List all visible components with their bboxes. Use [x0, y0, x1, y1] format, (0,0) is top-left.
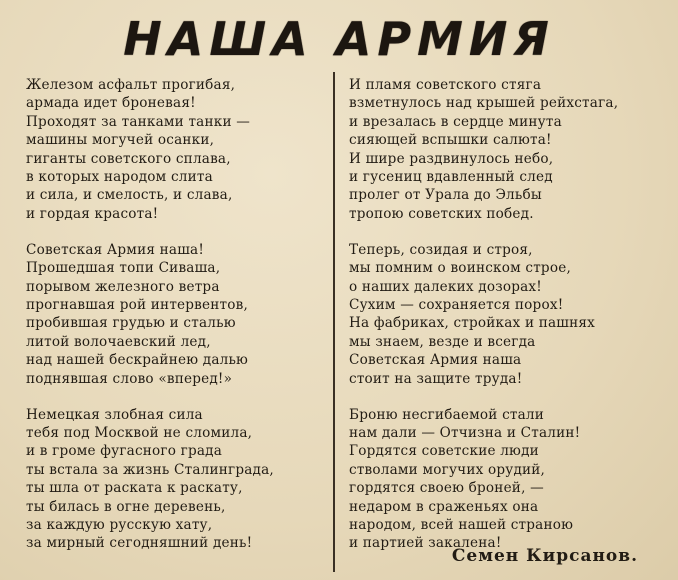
poem-line: и в громе фугасного града [26, 443, 223, 460]
poem-line: и врезалась в сердце минута [349, 113, 562, 130]
poem-line: пролег от Урала до Эльбы [349, 187, 542, 204]
poem-line: гордятся своею броней, — [349, 480, 544, 497]
stanza [349, 76, 645, 223]
stanza [26, 406, 316, 553]
poem-line: Броню несгибаемой стали [349, 406, 544, 423]
poem-line: Гордятся советские люди [349, 443, 539, 460]
poem-line: взметнулось над крышей рейхстага, [349, 95, 619, 112]
poem-line: стоит на защите труда! [349, 370, 523, 387]
poem-line: Железом асфальт прогибая, [26, 77, 236, 93]
poem-line: Немецкая злобная сила [26, 406, 203, 423]
poem-line: И шире раздвинулось небо, [349, 150, 554, 167]
left-column [26, 76, 316, 570]
poem-line: И пламя советского стяга [349, 77, 542, 93]
poem-line: мы помним о воинском строе, [349, 260, 571, 277]
poem-line: ты шла от раската к раскату, [26, 480, 243, 497]
poem-line: в которых народом слита [26, 169, 213, 186]
poem-line: и сила, и смелость, и слава, [26, 187, 233, 204]
poem-line: порывом железного ветра [26, 278, 220, 295]
poem-line: народом, всей нашей страною [349, 516, 574, 533]
poem-line: нам дали — Отчизна и Сталин! [349, 424, 581, 441]
column-divider [333, 72, 335, 572]
poem-line: Советская Армия наша! [26, 241, 205, 258]
stanza [26, 76, 316, 223]
poem-line: за мирный сегодняшний день! [26, 535, 253, 552]
poem-line: и партией закалена! [349, 535, 502, 552]
poem-line: гиганты советского сплава, [26, 150, 231, 167]
poem-line: поднявшая слово «вперед!» [26, 370, 233, 387]
poem-line: недаром в сраженьях она [349, 498, 539, 515]
stanza [349, 406, 645, 553]
poem-line: и гусениц вдавленный след [349, 169, 553, 186]
poem-line: Сухим — сохраняется порох! [349, 296, 564, 313]
poem-line: тебя под Москвой не сломила, [26, 424, 253, 441]
poem-line: литой волочаевский лед, [26, 333, 211, 350]
poem-line: Проходят за танками танки — [26, 113, 251, 130]
poem-line: и гордая красота! [26, 205, 159, 222]
poem-title: НАША АРМИЯ [123, 12, 555, 66]
poem-line: за каждую русскую хату, [26, 516, 213, 533]
poem-line: о наших далеких дозорах! [349, 278, 542, 295]
poem-line: армада идет броневая! [26, 95, 196, 112]
poem-line: На фабриках, стройках и пашнях [349, 315, 596, 332]
stanza [26, 241, 316, 388]
poem-line: сияющей вспышки салюта! [349, 132, 552, 149]
poem-line: над нашей бескрайнею далью [26, 352, 249, 369]
poem-line: машины могучей осанки, [26, 132, 215, 149]
poem-line: Теперь, созидая и строя, [349, 241, 533, 258]
author-signature: Семен Кирсанов. [451, 546, 638, 566]
poem-line: тропою советских побед. [349, 205, 534, 222]
poem-line: мы знаем, везде и всегда [349, 333, 536, 350]
right-column [349, 76, 645, 570]
poem-line: ты билась в огне деревень, [26, 498, 226, 515]
stanza [349, 241, 645, 388]
poem-line: пробившая грудью и сталью [26, 315, 236, 332]
poem-line: Прошедшая топи Сиваша, [26, 260, 221, 277]
poem-line: ты встала за жизнь Сталинграда, [26, 461, 274, 478]
poem-line: Советская Армия наша [349, 352, 522, 369]
poem-line: стволами могучих орудий, [349, 461, 546, 478]
poem-line: прогнавшая рой интервентов, [26, 296, 249, 313]
